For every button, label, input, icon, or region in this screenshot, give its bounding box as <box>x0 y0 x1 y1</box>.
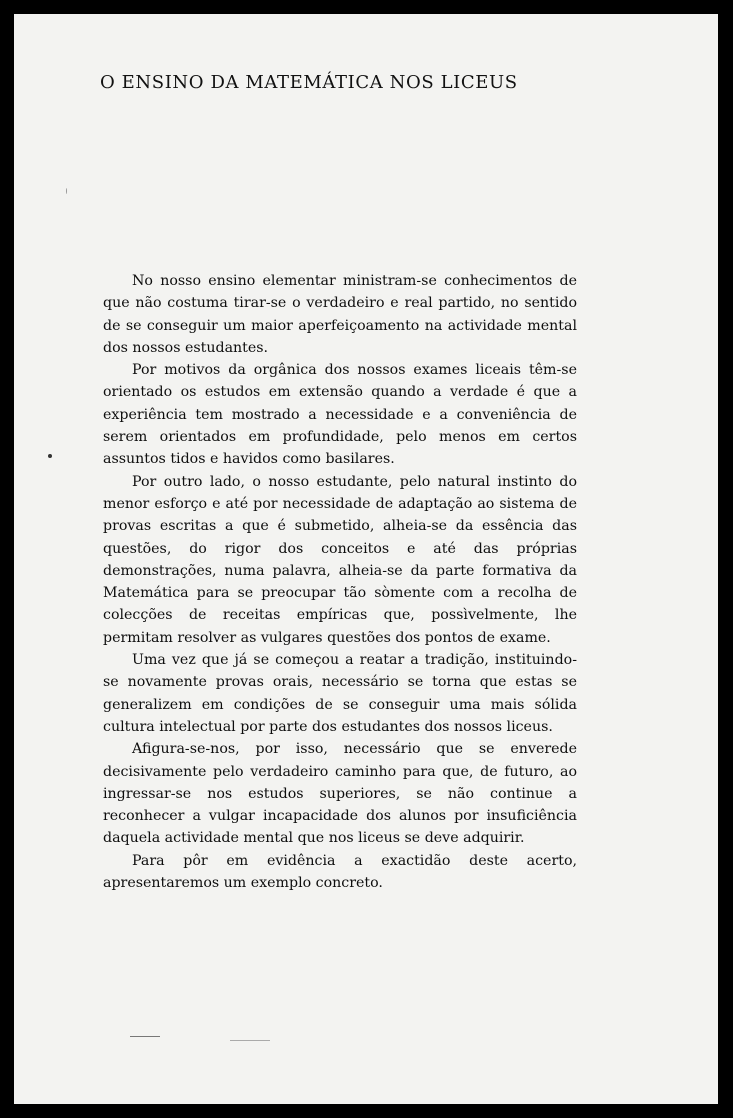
print-speck <box>66 188 67 194</box>
paragraph: Uma vez que já se começou a reatar a tradição, instituindo-se novamente provas orais, necessário se torna que estas se generalizem em condições de se conseguir uma mais sólida cultura intelectual por parte dos estudantes dos nossos liceus. <box>103 652 577 735</box>
document-page <box>14 14 718 1104</box>
print-speck <box>48 454 52 458</box>
print-speck <box>230 1040 270 1041</box>
paragraph: No nosso ensino elementar ministram-se conhecimentos de que não costuma tirar-se o verdadeiro e real partido, no sentido de se conseguir um maior aperfeiçoamento na actividade mental dos nossos estudantes. <box>103 273 577 356</box>
body-text <box>103 270 577 894</box>
paragraph: Por motivos da orgânica dos nossos exames liceais têm-se orientado os estudos em extensão quando a verdade é que a experiência tem mostrado a necessidade e a conveniência de serem orientados em profundidade, pelo menos em certos assuntos tidos e havidos como basilares. <box>103 362 577 468</box>
print-speck <box>130 1036 160 1037</box>
paragraph: Por outro lado, o nosso estudante, pelo natural instinto do menor esforço e até por necessidade de adaptação ao sistema de provas escritas a que é submetido, alheia-se da essência das questões, do rigor dos conceitos e até das próprias demonstrações, numa palavra, alheia-se da parte formativa da Matemática para se preocupar tão sòmente com a recolha de colecções de receitas empíricas que, possìvelmente, lhe permitam resolver as vulgares questões dos pontos de exame. <box>103 473 577 646</box>
page-title: O ENSINO DA MATEMÁTICA NOS LICEUS <box>100 72 518 93</box>
paragraph: Afigura-se-nos, por isso, necessário que se enverede decisivamente pelo verdadeiro caminho para que, de futuro, ao ingressar-se nos estudos superiores, se não continue a reconhecer a vulgar incapacidade dos alunos por insuficiência daquela actividade mental que nos liceus se deve adquirir. <box>103 741 577 847</box>
paragraph: Para pôr em evidência a exactidão deste acerto, apresentaremos um exemplo concreto. <box>103 852 577 892</box>
